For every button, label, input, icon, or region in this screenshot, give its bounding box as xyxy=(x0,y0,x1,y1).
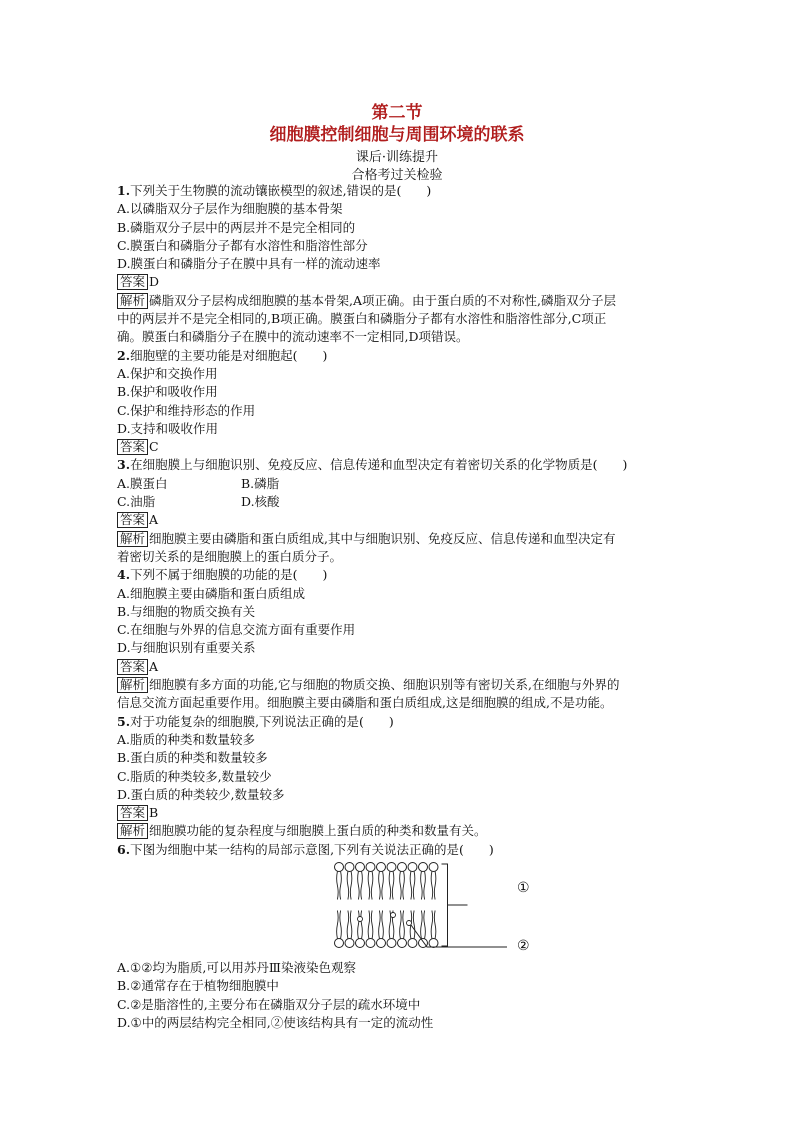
option-row xyxy=(117,493,682,511)
analysis-tag: 解析 xyxy=(117,823,148,839)
analysis-text: 细胞膜有多方面的功能,它与细胞的物质交换、细胞识别等有密切关系,在细胞与外界的 xyxy=(149,677,620,693)
phospholipid-head xyxy=(335,938,344,947)
fatty-acid-tail xyxy=(421,871,423,899)
fatty-acid-tail xyxy=(350,910,352,938)
answer-tag: 答案 xyxy=(117,274,148,290)
option: C.膜蛋白和磷脂分子都有水溶性和脂溶性部分 xyxy=(117,237,368,253)
fatty-acid-tail xyxy=(421,910,423,938)
fatty-acid-tail xyxy=(379,871,381,899)
option: B.蛋白质的种类和数量较多 xyxy=(117,750,268,766)
fatty-acid-tail xyxy=(350,871,352,899)
option: B.与细胞的物质交换有关 xyxy=(117,603,256,619)
page-title: 细胞膜控制细胞与周围环境的联系 xyxy=(269,125,525,145)
question-stem xyxy=(117,841,682,859)
option: B.磷脂 xyxy=(241,475,280,491)
answer-tag: 答案 xyxy=(117,805,148,821)
phospholipid-head xyxy=(408,862,417,871)
analysis-text: 信息交流方面起重要作用。细胞膜主要由磷脂和蛋白质组成,这是细胞膜的组成,不是功能。 xyxy=(117,695,613,711)
fatty-acid-tail xyxy=(371,871,373,899)
phospholipid-head xyxy=(335,862,344,871)
answer-tag: 答案 xyxy=(117,439,148,455)
option: A.膜蛋白 xyxy=(117,475,168,491)
fatty-acid-tail xyxy=(358,871,360,899)
phospholipid-head xyxy=(419,862,428,871)
label-2: ② xyxy=(517,937,530,954)
option: B.保护和吸收作用 xyxy=(117,384,218,400)
cholesterol-molecule xyxy=(407,920,412,925)
option: C.保护和维持形态的作用 xyxy=(117,402,256,418)
analysis-tag: 解析 xyxy=(117,531,148,547)
question-stem xyxy=(117,713,682,731)
fatty-acid-tail xyxy=(358,910,360,938)
fatty-acid-tail xyxy=(413,871,415,899)
cholesterol-molecule xyxy=(391,912,396,917)
fatty-acid-tail xyxy=(403,871,405,899)
option: A.细胞膜主要由磷脂和蛋白质组成 xyxy=(117,585,306,601)
option-row xyxy=(117,475,682,493)
fatty-acid-tail xyxy=(361,910,363,938)
answer-tag: 答案 xyxy=(117,659,148,675)
question-list xyxy=(117,182,682,1032)
fatty-acid-tail xyxy=(400,910,402,938)
phospholipid-head xyxy=(345,862,354,871)
option: D.与细胞识别有重要关系 xyxy=(117,640,256,656)
phospholipid-head xyxy=(429,862,438,871)
fatty-acid-tail xyxy=(337,871,339,899)
phospholipid-head xyxy=(377,862,386,871)
option: B.②通常存在于植物细胞膜中 xyxy=(117,978,279,994)
analysis-line xyxy=(117,822,682,840)
question-number: 1. xyxy=(117,183,131,198)
answer-line xyxy=(117,438,682,456)
phospholipid-head xyxy=(408,938,417,947)
analysis-tag: 解析 xyxy=(117,677,148,693)
fatty-acid-tail xyxy=(361,871,363,899)
analysis-text: 细胞膜功能的复杂程度与细胞膜上蛋白质的种类和数量有关。 xyxy=(149,823,487,839)
option: C.脂质的种类较多,数量较少 xyxy=(117,768,272,784)
phospholipid-head xyxy=(387,862,396,871)
option: C.②是脂溶性的,主要分布在磷脂双分子层的疏水环境中 xyxy=(117,996,421,1012)
answer-line xyxy=(117,511,682,529)
analysis-text: 着密切关系的是细胞膜上的蛋白质分子。 xyxy=(117,548,343,564)
fatty-acid-tail xyxy=(413,910,415,938)
answer-value: A xyxy=(149,512,159,528)
phospholipid-bilayer-diagram xyxy=(327,859,587,959)
phospholipid-head xyxy=(345,938,354,947)
phospholipid-head xyxy=(398,862,407,871)
fatty-acid-tail xyxy=(392,871,394,899)
question-stem xyxy=(117,182,682,200)
fatty-acid-tail xyxy=(431,871,433,899)
fatty-acid-tail xyxy=(382,871,384,899)
question-stem xyxy=(117,566,682,584)
option: A.保护和交换作用 xyxy=(117,365,218,381)
fatty-acid-tail xyxy=(337,910,339,938)
question-number: 5. xyxy=(117,713,131,729)
question-text: 下列不属于细胞膜的功能的是( ) xyxy=(130,567,328,583)
answer-tag: 答案 xyxy=(117,512,148,528)
phospholipid-head xyxy=(356,938,365,947)
phospholipid-head xyxy=(387,938,396,947)
option: D.核酸 xyxy=(241,494,280,510)
option: A.脂质的种类和数量较多 xyxy=(117,731,256,747)
question-text: 细胞壁的主要功能是对细胞起( ) xyxy=(130,347,328,363)
analysis-text: 细胞膜主要由磷脂和蛋白质组成,其中与细胞识别、免疫反应、信息传递和血型决定有 xyxy=(149,530,616,546)
option: A.①②均为脂质,可以用苏丹Ⅲ染液染色观察 xyxy=(117,959,356,975)
option: D.①中的两层结构完全相同,②使该结构具有一定的流动性 xyxy=(117,1014,434,1030)
analysis-text: 磷脂双分子层构成细胞膜的基本骨架,A项正确。由于蛋白质的不对称性,磷脂双分子层 xyxy=(149,292,616,308)
phospholipid-head xyxy=(366,938,375,947)
question-number: 2. xyxy=(117,347,131,363)
fatty-acid-tail xyxy=(400,871,402,899)
option: C.油脂 xyxy=(117,494,156,510)
fatty-acid-tail xyxy=(340,910,342,938)
fatty-acid-tail xyxy=(424,910,426,938)
fatty-acid-tail xyxy=(347,910,349,938)
question-stem xyxy=(117,456,682,474)
phospholipid-head xyxy=(366,862,375,871)
fatty-acid-tail xyxy=(368,910,370,938)
fatty-acid-tail xyxy=(431,910,433,938)
analysis-text: 中的两层并不是完全相同的,B项正确。膜蛋白和磷脂分子都有水溶性和脂溶性部分,C项正 xyxy=(117,311,607,327)
fatty-acid-tail xyxy=(382,910,384,938)
fatty-acid-tail xyxy=(434,910,436,938)
question-number: 3. xyxy=(117,457,131,473)
answer-value: D xyxy=(149,274,160,290)
question-number: 4. xyxy=(117,567,131,583)
subtitle-practice: 课后·训练提升 xyxy=(355,150,439,165)
cholesterol-molecule xyxy=(358,916,363,921)
question-stem xyxy=(117,347,682,365)
analysis-line xyxy=(117,676,682,694)
question-text: 下列关于生物膜的流动镶嵌模型的叙述,错误的是( ) xyxy=(130,183,432,198)
option: D.蛋白质的种类较少,数量较多 xyxy=(117,786,285,802)
option: D.膜蛋白和磷脂分子在膜中具有一样的流动速率 xyxy=(117,256,381,272)
answer-line xyxy=(117,804,682,822)
phospholipid-head xyxy=(429,938,438,947)
answer-value: B xyxy=(149,805,159,821)
bilayer-bracket xyxy=(442,864,448,946)
analysis-line xyxy=(117,530,682,548)
phospholipid-head xyxy=(356,862,365,871)
answer-line xyxy=(117,658,682,676)
analysis-text: 确。膜蛋白和磷脂分子在膜中的流动速率不一定相同,D项错误。 xyxy=(117,329,469,345)
subtitle-level: 合格考过关检验 xyxy=(351,168,443,183)
question-text: 对于功能复杂的细胞膜,下列说法正确的是( ) xyxy=(130,713,394,729)
option: C.在细胞与外界的信息交流方面有重要作用 xyxy=(117,622,356,638)
membrane-diagram xyxy=(327,859,587,959)
fatty-acid-tail xyxy=(424,871,426,899)
analysis-line xyxy=(117,292,682,310)
fatty-acid-tail xyxy=(379,910,381,938)
option: A.以磷脂双分子层作为细胞膜的基本骨架 xyxy=(117,201,343,217)
phospholipid-head xyxy=(377,938,386,947)
answer-line xyxy=(117,273,682,291)
fatty-acid-tail xyxy=(410,871,412,899)
question-number: 6. xyxy=(117,841,131,857)
fatty-acid-tail xyxy=(340,871,342,899)
question-text: 下图为细胞中某一结构的局部示意图,下列有关说法正确的是( ) xyxy=(130,841,494,857)
phospholipid-head xyxy=(398,938,407,947)
question-text: 在细胞膜上与细胞识别、免疫反应、信息传递和血型决定有着密切关系的化学物质是( ) xyxy=(130,457,628,473)
fatty-acid-tail xyxy=(371,910,373,938)
fatty-acid-tail xyxy=(347,871,349,899)
answer-value: C xyxy=(149,439,159,455)
fatty-acid-tail xyxy=(403,910,405,938)
answer-value: A xyxy=(149,658,159,674)
option: B.磷脂双分子层中的两层并不是完全相同的 xyxy=(117,219,356,235)
fatty-acid-tail xyxy=(389,871,391,899)
label-1: ① xyxy=(517,879,530,896)
analysis-tag: 解析 xyxy=(117,293,148,309)
option: D.支持和吸收作用 xyxy=(117,420,219,436)
section-heading: 第二节 xyxy=(371,103,423,123)
fatty-acid-tail xyxy=(368,871,370,899)
fatty-acid-tail xyxy=(434,871,436,899)
